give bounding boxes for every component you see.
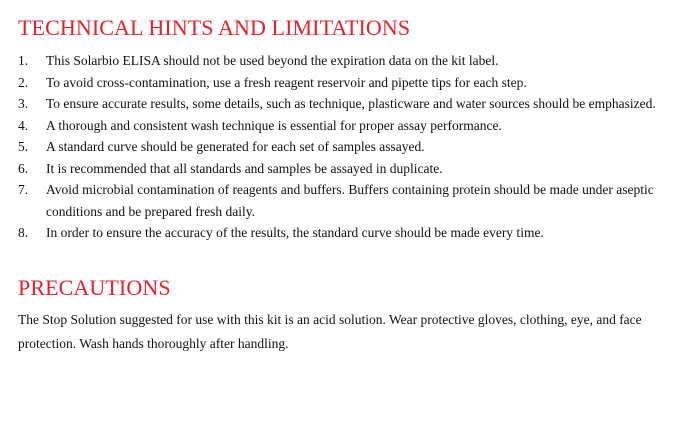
precautions-text: The Stop Solution suggested for use with this kit is an acid solution. Wear protective gloves, clothing, eye, and face protection. Wash hands thoroughly after handling.: [18, 311, 642, 351]
hint-item: [18, 136, 675, 158]
hint-item: [18, 158, 675, 180]
hint-text: Avoid microbial contamination of reagents and buffers. Buffers containing protein should be made under aseptic conditions and be prepared fresh daily.: [46, 182, 654, 219]
hint-text: To ensure accurate results, some details, such as technique, plasticware and water sources should be emphasized.: [46, 96, 656, 111]
hint-number: 7.: [18, 182, 29, 197]
hint-number: 3.: [18, 96, 29, 111]
technical-hints-list: [18, 50, 675, 244]
hint-number: 5.: [18, 139, 29, 154]
hint-text: A standard curve should be generated for each set of samples assayed.: [46, 139, 425, 154]
hint-number: 1.: [18, 53, 29, 68]
hint-item: [18, 50, 675, 72]
hint-item: [18, 222, 675, 244]
hint-item: [18, 179, 675, 222]
precautions-title: PRECAUTIONS: [18, 274, 171, 300]
hint-item: [18, 72, 675, 94]
hint-text: It is recommended that all standards and samples be assayed in duplicate.: [46, 160, 443, 176]
hint-item: [18, 93, 675, 115]
hint-number: 4.: [18, 117, 29, 133]
technical-hints-title: TECHNICAL HINTS AND LIMITATIONS: [18, 15, 411, 40]
hint-item: [18, 115, 675, 137]
hint-text: In order to ensure the accuracy of the results, the standard curve should be made every time.: [46, 225, 544, 240]
hint-number: 8.: [18, 225, 29, 240]
hint-text: To avoid cross-contamination, use a fresh reagent reservoir and pipette tips for each step.: [46, 74, 527, 90]
hint-number: 2.: [18, 74, 29, 90]
hint-text: This Solarbio ELISA should not be used beyond the expiration data on the kit label.: [46, 53, 499, 68]
hint-number: 6.: [18, 160, 29, 176]
hint-text: A thorough and consistent wash technique is essential for proper assay performance.: [46, 117, 502, 133]
